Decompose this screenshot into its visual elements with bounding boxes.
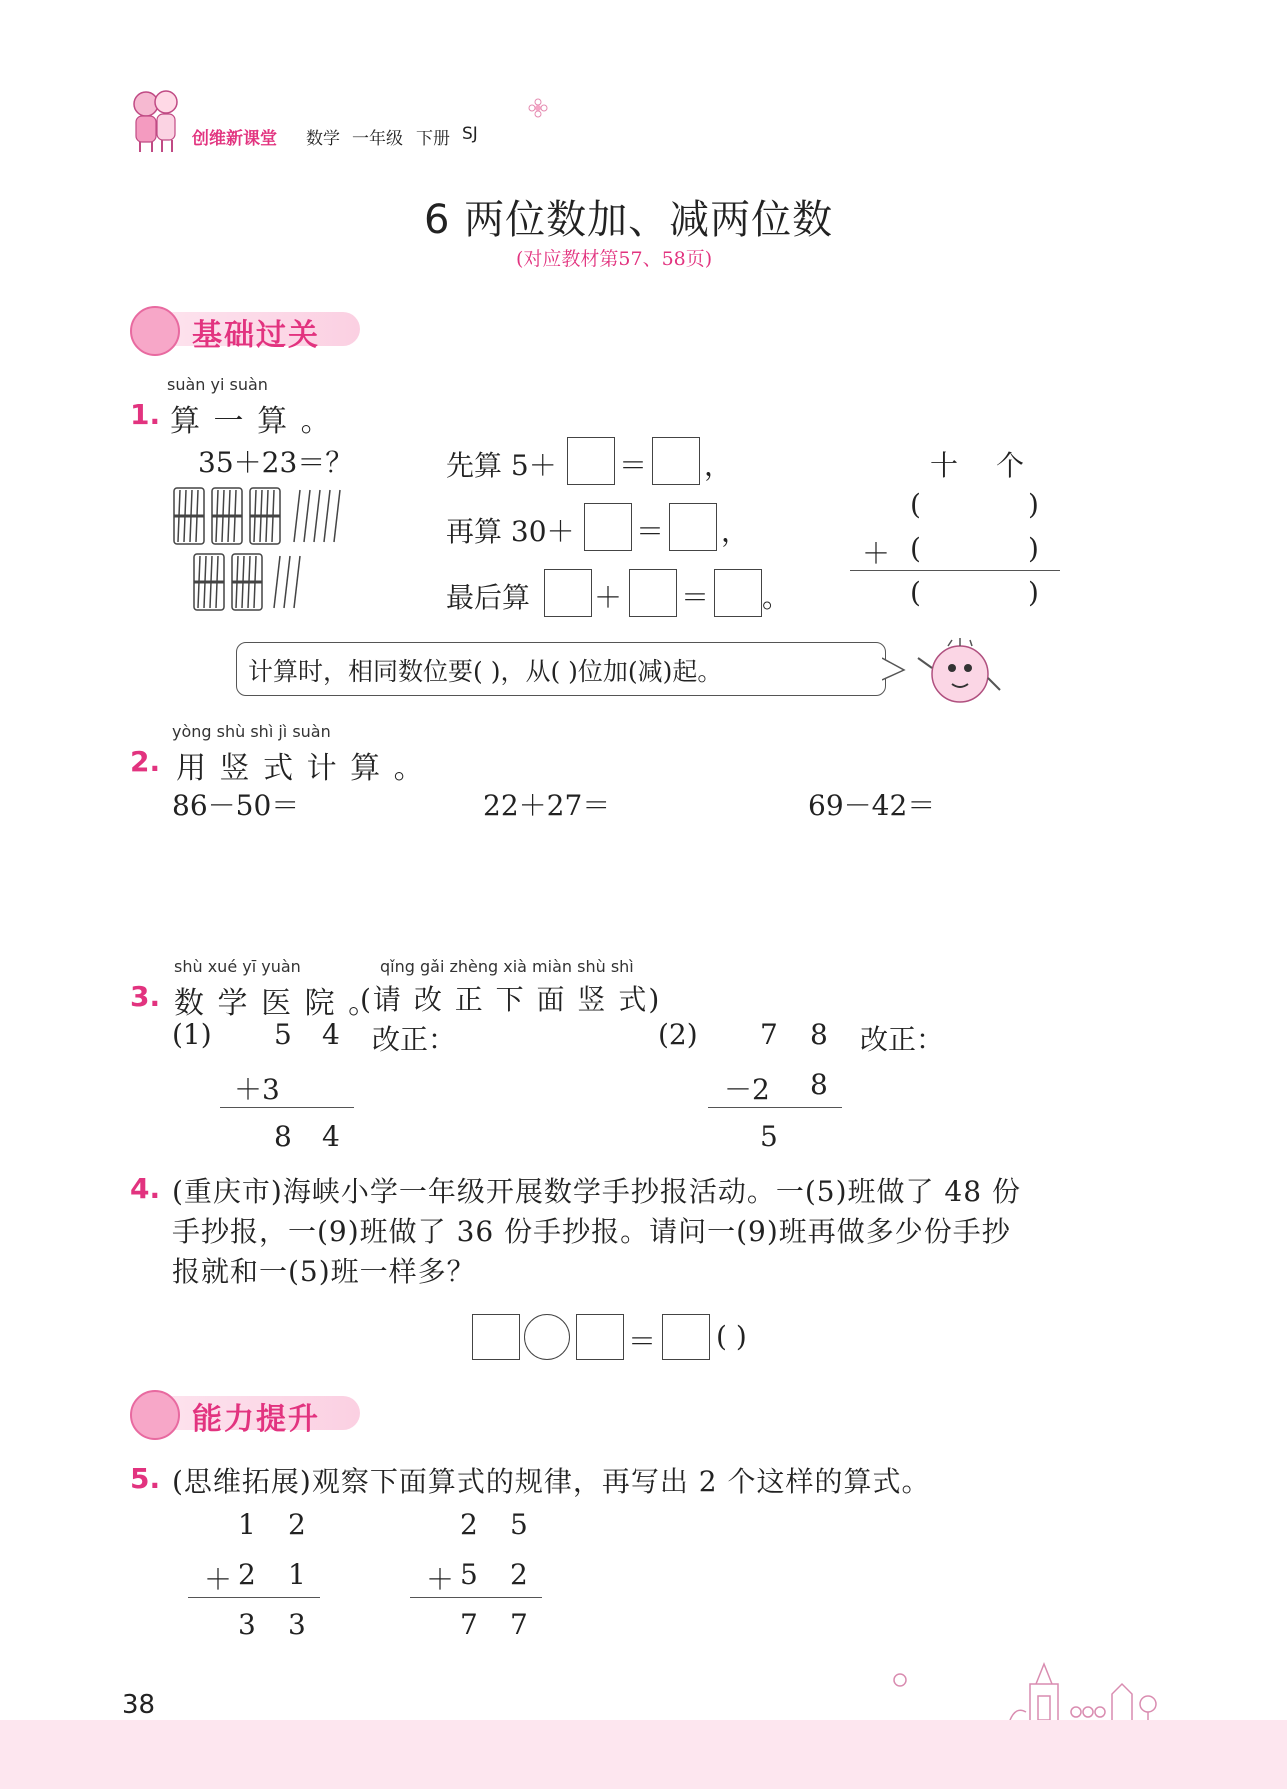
q5-ex1-top-tens: 1	[238, 1508, 256, 1541]
q1-step1-prefix: 先算 5＋	[446, 449, 557, 482]
mascot-ball-icon	[912, 638, 1004, 710]
q1-step1-equals: ＝	[619, 449, 648, 482]
q2-number: 2.	[130, 745, 161, 778]
q1-col-ones: 个	[996, 449, 1025, 482]
q1-step3-plus: ＋	[594, 581, 623, 614]
q2-pinyin: yòng shù shì jì suàn	[172, 722, 331, 741]
q1-row1-open: (	[910, 488, 921, 521]
q3-p2-op-ones: 8	[810, 1068, 828, 1101]
header-grade: 一年级	[352, 129, 403, 149]
q3-instruction-b: (请 改 正 下 面 竖 式)	[360, 983, 662, 1016]
q3-p1-top-ones: 4	[322, 1018, 340, 1051]
q5-ex2-rule	[410, 1597, 542, 1598]
section-mascot-icon	[130, 1390, 180, 1440]
q1-step2-box-b[interactable]	[669, 503, 717, 551]
footer-castle-icon	[880, 1650, 1170, 1720]
q5-ex1-top-ones: 2	[288, 1508, 306, 1541]
q1-equation: 35＋23＝？	[198, 446, 354, 479]
q3-pinyin-a: shù xué yī yuàn	[174, 957, 301, 976]
q4-box-b[interactable]	[576, 1314, 624, 1360]
header-edition: SJ	[462, 124, 478, 144]
q3-p1-label: (1)	[172, 1018, 212, 1051]
q5-ex2-top-ones: 5	[510, 1508, 528, 1541]
q5-ex1-bottom-tens: 3	[238, 1608, 256, 1641]
q5-instruction: (思维拓展)观察下面算式的规律，再写出 2 个这样的算式。	[172, 1465, 931, 1498]
q1-step2-prefix: 再算 30＋	[446, 515, 575, 548]
q1-step3-box-c[interactable]	[714, 569, 762, 617]
q4-equals: ＝	[628, 1325, 657, 1358]
q1-number: 1.	[130, 398, 161, 431]
q4-line-2: 手抄报，一(9)班做了 36 份手抄报。请问一(9)班再做多少份手抄	[172, 1215, 1011, 1248]
q3-p1-op: ＋3	[234, 1073, 280, 1106]
q5-number: 5.	[130, 1462, 161, 1495]
q3-p2-top-ones: 8	[810, 1018, 828, 1051]
section-title-advanced: 能力提升	[192, 1402, 320, 1437]
q3-p2-fix-label: 改正：	[860, 1023, 945, 1056]
q3-p1-fix-label: 改正：	[372, 1023, 457, 1056]
q3-p1-rule	[220, 1107, 354, 1108]
q1-step3-box-a[interactable]	[544, 569, 592, 617]
q5-ex1-op: ＋	[204, 1563, 233, 1596]
q5-ex2-op: ＋	[426, 1563, 455, 1596]
section-title-basic: 基础过关	[192, 318, 320, 353]
q1-row3-open: (	[910, 576, 921, 609]
q1-step1-box-b[interactable]	[652, 437, 700, 485]
q4-number: 4.	[130, 1172, 161, 1205]
section-banner-advanced	[130, 1390, 370, 1437]
q3-number: 3.	[130, 980, 161, 1013]
q1-row2-close: )	[1028, 532, 1039, 565]
q2-problem-3: 69－42＝	[808, 789, 936, 822]
counting-sticks-icon	[168, 482, 378, 614]
q3-p2-label: (2)	[658, 1018, 698, 1051]
q5-ex1-mid-ones: 1	[288, 1558, 306, 1591]
q3-p2-top-tens: 7	[760, 1018, 778, 1051]
q1-row2-open: (	[910, 532, 921, 565]
header-subject: 数学	[306, 129, 340, 149]
q1-step1-comma: ，	[704, 449, 733, 482]
page-number: 38	[122, 1690, 156, 1720]
q4-operator-circle[interactable]	[524, 1314, 570, 1360]
q1-tip-text: 计算时，相同数位要( )，从( )位加(减)起。	[248, 657, 723, 686]
q5-ex2-bottom-ones: 7	[510, 1608, 528, 1641]
q2-problem-2: 22＋27＝	[483, 789, 611, 822]
q4-unit-paren: ( )	[716, 1320, 747, 1353]
q3-p2-bottom-tens: 5	[760, 1120, 778, 1153]
q1-bubble-tail	[882, 654, 906, 684]
q3-p1-top-tens: 5	[274, 1018, 292, 1051]
header-brand: 创维新课堂	[192, 129, 277, 149]
q1-step2-equals: ＝	[636, 515, 665, 548]
q3-p1-bottom-tens: 8	[274, 1120, 292, 1153]
q1-row2-plus: ＋	[862, 537, 891, 570]
q1-step3-box-b[interactable]	[629, 569, 677, 617]
header-mascot-icon	[128, 86, 184, 154]
q3-pinyin-b: qǐng gǎi zhèng xià miàn shù shì	[380, 957, 634, 976]
q3-instruction-a: 数 学 医 院 。	[174, 986, 381, 1021]
q1-step2-comma: ，	[721, 515, 750, 548]
q5-ex1-bottom-ones: 3	[288, 1608, 306, 1641]
q5-ex1-rule	[188, 1597, 320, 1598]
q1-step3-equals: ＝	[681, 581, 710, 614]
header-volume: 下册	[416, 129, 450, 149]
q1-row1-close: )	[1028, 488, 1039, 521]
header-flower-icon	[528, 98, 548, 118]
q2-problem-1: 86－50＝	[172, 789, 300, 822]
page-subtitle: (对应教材第57、58页)	[516, 248, 713, 270]
q1-vertical-rule	[850, 570, 1060, 571]
q1-step3-period: 。	[762, 581, 791, 614]
q2-instruction: 用 竖 式 计 算 。	[176, 751, 426, 786]
q1-col-tens: 十	[930, 449, 959, 482]
q1-step3-prefix: 最后算	[446, 581, 531, 614]
q4-box-a[interactable]	[472, 1314, 520, 1360]
q1-pinyin: suàn yi suàn	[167, 375, 268, 394]
q5-ex2-top-tens: 2	[460, 1508, 478, 1541]
q1-row3-close: )	[1028, 576, 1039, 609]
q3-p1-bottom-ones: 4	[322, 1120, 340, 1153]
q5-ex2-mid-tens: 5	[460, 1558, 478, 1591]
q3-p2-op: －2	[724, 1073, 770, 1106]
section-mascot-icon	[130, 306, 180, 356]
q4-line-3: 报就和一(5)班一样多？	[172, 1255, 476, 1288]
q1-instruction: 算 一 算 。	[170, 404, 333, 439]
q4-line-1: (重庆市)海峡小学一年级开展数学手抄报活动。一(5)班做了 48 份	[172, 1175, 1021, 1208]
q3-p2-rule	[708, 1107, 842, 1108]
q1-step2-box-a[interactable]	[584, 503, 632, 551]
q4-box-c[interactable]	[662, 1314, 710, 1360]
page-title: 6 两位数加、减两位数	[424, 197, 834, 243]
q5-ex2-mid-ones: 2	[510, 1558, 528, 1591]
q5-ex2-bottom-tens: 7	[460, 1608, 478, 1641]
q1-step1-box-a[interactable]	[567, 437, 615, 485]
footer-band	[0, 1720, 1287, 1789]
section-banner-basic	[130, 306, 370, 353]
q5-ex1-mid-tens: 2	[238, 1558, 256, 1591]
